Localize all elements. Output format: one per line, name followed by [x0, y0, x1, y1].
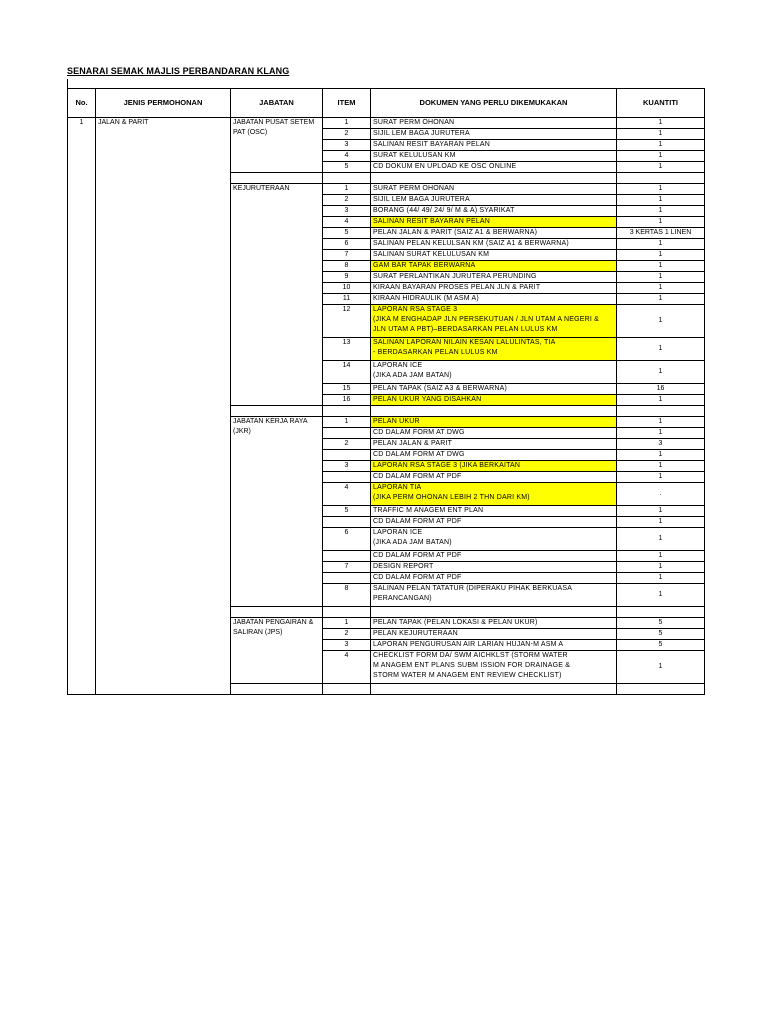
item-number [323, 450, 371, 461]
document-name [371, 528, 617, 551]
item-number: 15 [323, 384, 371, 395]
spacer-cell [231, 406, 323, 417]
quantity: 1 [617, 573, 705, 584]
quantity: 1 [617, 272, 705, 283]
item-number: 8 [323, 584, 371, 607]
document-name [371, 361, 617, 384]
item-number: 2 [323, 439, 371, 450]
document-line: KIRAAN HIDRAULIK (M ASM A) [373, 295, 479, 302]
document-line: SALINAN LAPORAN NILAIN KESAN LALULINTAS, TIA [373, 339, 556, 346]
item-number: 9 [323, 272, 371, 283]
document-name [371, 629, 617, 640]
checklist-table [67, 88, 705, 695]
spacer-cell [617, 406, 705, 417]
item-number [323, 428, 371, 439]
document-line: CD DALAM FORM AT PDF [373, 552, 462, 559]
spacer-cell [617, 173, 705, 184]
quantity: 1 [617, 428, 705, 439]
quantity: 3 KERTAS 1 LINEN [617, 228, 705, 239]
document-line: TRAFFIC M ANAGEM ENT PLAN [373, 507, 484, 514]
item-number: 4 [323, 151, 371, 162]
document-line: (JIKA PERM OHONAN LEBIH 2 THN DARI KM) [373, 494, 530, 501]
quantity: 1 [617, 506, 705, 517]
document-line: LAPORAN PENGURUSAN AIR LARIAN HUJAN-M ASM A [373, 641, 564, 648]
item-number: 1 [323, 184, 371, 195]
quantity: 1 [617, 562, 705, 573]
spacer-cell [323, 684, 371, 695]
document-line: SURAT PERM OHONAN [373, 185, 455, 192]
table-row [68, 118, 705, 129]
document-line: PELAN TAPAK (PELAN LOKASI & PELAN UKUR) [373, 619, 538, 626]
document-name [371, 283, 617, 294]
document-name [371, 151, 617, 162]
item-number: 7 [323, 562, 371, 573]
item-number: 4 [323, 217, 371, 228]
quantity: 1 [617, 472, 705, 483]
document-line: PELAN KEJURUTERAAN [373, 630, 458, 637]
quantity: 1 [617, 651, 705, 684]
document-line: GAM BAR TAPAK BERWARNA [373, 262, 476, 269]
document-line: SIJIL LEM BAGA JURUTERA [373, 196, 470, 203]
item-number: 10 [323, 283, 371, 294]
spacer-cell [231, 607, 323, 618]
department-name: JABATAN PENGAIRAN & SALIRAN (JPS) [231, 618, 323, 684]
document-line: JLN UTAM A PBT)–BERDASARKAN PELAN LULUS KM [373, 326, 558, 333]
item-number: 1 [323, 417, 371, 428]
item-number: 4 [323, 483, 371, 506]
quantity: . [617, 483, 705, 506]
entry-type: JALAN & PARIT [96, 118, 231, 695]
quantity: 1 [617, 283, 705, 294]
document-line: SIJIL LEM BAGA JURUTERA [373, 130, 470, 137]
document-line: SALINAN RESIT BAYARAN PELAN [373, 141, 491, 148]
quantity: 1 [617, 528, 705, 551]
document-name [371, 417, 617, 428]
header-jabatan: JABATAN [231, 89, 323, 118]
quantity: 1 [617, 217, 705, 228]
item-number: 13 [323, 338, 371, 361]
document-line: (JIKA M ENGHADAP JLN PERSEKUTUAN / JLN UTAM A NEGERI & [373, 316, 600, 323]
spacer-cell [323, 607, 371, 618]
spacer-cell [371, 406, 617, 417]
document-name [371, 395, 617, 406]
document-name [371, 428, 617, 439]
quantity: 1 [617, 151, 705, 162]
document-line: SALINAN SURAT KELULUSAN KM [373, 251, 490, 258]
item-number: 1 [323, 618, 371, 629]
document-name [371, 294, 617, 305]
document-line: CD DALAM FORM AT DWG [373, 451, 465, 458]
item-number: 3 [323, 461, 371, 472]
header-dokumen: DOKUMEN YANG PERLU DIKEMUKAKAN [371, 89, 617, 118]
quantity: 1 [617, 461, 705, 472]
quantity: 1 [617, 517, 705, 528]
document-name [371, 228, 617, 239]
item-number: 12 [323, 305, 371, 338]
document-name [371, 483, 617, 506]
document-name [371, 206, 617, 217]
spacer-cell [231, 173, 323, 184]
header-no: No. [68, 89, 96, 118]
header-kuantiti: KUANTITI [617, 89, 705, 118]
document-line: CD DALAM FORM AT PDF [373, 574, 462, 581]
quantity: 1 [617, 250, 705, 261]
quantity: 5 [617, 618, 705, 629]
quantity: 1 [617, 129, 705, 140]
document-line: PELAN UKUR [373, 418, 420, 425]
document-line: (JIKA ADA JAM BATAN) [373, 539, 452, 546]
item-number: 8 [323, 261, 371, 272]
quantity: 1 [617, 584, 705, 607]
document-name [371, 573, 617, 584]
document-name [371, 239, 617, 250]
document-name [371, 162, 617, 173]
item-number [323, 517, 371, 528]
spacer-cell [617, 607, 705, 618]
document-name [371, 195, 617, 206]
quantity: 1 [617, 417, 705, 428]
quantity: 1 [617, 361, 705, 384]
quantity: 1 [617, 305, 705, 338]
item-number: 7 [323, 250, 371, 261]
document-line: PELAN TAPAK (SAIZ A3 & BERWARNA) [373, 385, 507, 392]
document-line: PERANCANGAN) [373, 595, 432, 602]
quantity: 1 [617, 206, 705, 217]
document-line: PELAN UKUR YANG DISAHKAN [373, 396, 482, 403]
spacer-cell [371, 173, 617, 184]
quantity: 1 [617, 261, 705, 272]
document-line: M ANAGEM ENT PLANS SUBM ISSION FOR DRAINAGE & [373, 662, 571, 669]
document-name [371, 461, 617, 472]
header-item: ITEM [323, 89, 371, 118]
document-name [371, 562, 617, 573]
document-line: LAPORAN ICE [373, 529, 423, 536]
spacer-cell [323, 173, 371, 184]
document-name [371, 651, 617, 684]
document-line: LAPORAN ICE [373, 362, 423, 369]
document-line: SALINAN PELAN TATATUR (DIPERAKU PIHAK BERKUASA [373, 585, 573, 592]
document-name [371, 250, 617, 261]
document-line: DESIGN REPORT [373, 563, 434, 570]
document-line: (JIKA ADA JAM BATAN) [373, 372, 452, 379]
item-number: 1 [323, 118, 371, 129]
document-name [371, 140, 617, 151]
item-number: 2 [323, 129, 371, 140]
spacer-cell [231, 684, 323, 695]
document-name [371, 129, 617, 140]
spacer-cell [371, 607, 617, 618]
document-line: CD DOKUM EN UPLOAD KE OSC ONLINE [373, 163, 517, 170]
quantity: 1 [617, 338, 705, 361]
item-number [323, 472, 371, 483]
item-number: 6 [323, 528, 371, 551]
department-name: KEJURUTERAAN [231, 184, 323, 406]
quantity: 1 [617, 195, 705, 206]
item-number: 3 [323, 140, 371, 151]
quantity: 1 [617, 551, 705, 562]
document-line: CD DALAM FORM AT PDF [373, 473, 462, 480]
document-name [371, 551, 617, 562]
item-number [323, 573, 371, 584]
item-number: 5 [323, 506, 371, 517]
item-number: 4 [323, 651, 371, 684]
document-name [371, 217, 617, 228]
document-name [371, 517, 617, 528]
document-name [371, 584, 617, 607]
document-title: SENARAI SEMAK MAJLIS PERBANDARAN KLANG [67, 66, 290, 76]
quantity: 5 [617, 640, 705, 651]
document-name [371, 305, 617, 338]
document-line: SURAT PERM OHONAN [373, 119, 455, 126]
quantity: 3 [617, 439, 705, 450]
item-number: 6 [323, 239, 371, 250]
item-number: 14 [323, 361, 371, 384]
document-line: KIRAAN BAYARAN PROSES PELAN JLN & PARIT [373, 284, 541, 291]
item-number: 5 [323, 228, 371, 239]
item-number: 3 [323, 206, 371, 217]
document-line: SURAT KELULUSAN KM [373, 152, 456, 159]
item-number: 2 [323, 195, 371, 206]
document-name [371, 450, 617, 461]
document-line: STORM WATER M ANAGEM ENT REVIEW CHECKLIST) [373, 672, 562, 679]
document-line: PELAN JALAN & PARIT (SAIZ A1 & BERWARNA) [373, 229, 538, 236]
spacer-cell [617, 684, 705, 695]
document-name [371, 618, 617, 629]
item-number: 3 [323, 640, 371, 651]
document-line: SURAT PERLANTIKAN JURUTERA PERUNDING [373, 273, 537, 280]
department-name: JABATAN KERJA RAYA (JKR) [231, 417, 323, 607]
item-number [323, 551, 371, 562]
quantity: 1 [617, 140, 705, 151]
document-name [371, 272, 617, 283]
document-name [371, 118, 617, 129]
document-line: SALINAN RESIT BAYARAN PELAN [373, 218, 491, 225]
spacer-cell [371, 684, 617, 695]
quantity: 1 [617, 162, 705, 173]
department-name: JABATAN PUSAT SETEM PAT (OSC) [231, 118, 323, 173]
header-jenis: JENIS PERMOHONAN [96, 89, 231, 118]
document-line: CD DALAM FORM AT PDF [373, 518, 462, 525]
document-line: LAPORAN TIA [373, 484, 422, 491]
quantity: 5 [617, 629, 705, 640]
entry-number: 1 [68, 118, 96, 695]
quantity: 1 [617, 395, 705, 406]
quantity: 16 [617, 384, 705, 395]
spacer-cell [323, 406, 371, 417]
quantity: 1 [617, 450, 705, 461]
document-line: LAPORAN RSA STAGE 3 [373, 306, 458, 313]
header-row [68, 89, 705, 118]
document-name [371, 472, 617, 483]
document-name [371, 506, 617, 517]
document-name [371, 640, 617, 651]
document-line: - BERDASARKAN PELAN LULUS KM [373, 349, 498, 356]
document-line: SALINAN PELAN KELULSAN KM (SAIZ A1 & BERWARNA) [373, 240, 569, 247]
document-line: BORANG (44/ 49/ 24/ 9/ M & A) SYARIKAT [373, 207, 515, 214]
document-line: PELAN JALAN & PARIT [373, 440, 453, 447]
document-name [371, 261, 617, 272]
quantity: 1 [617, 184, 705, 195]
document-line: CHECKLIST FORM DA/ SWM AICHKLST (STORM WATER [373, 652, 568, 659]
document-line: LAPORAN RSA STAGE 3 (JIKA BERKAITAN [373, 462, 521, 469]
document-name [371, 439, 617, 450]
quantity: 1 [617, 239, 705, 250]
quantity: 1 [617, 118, 705, 129]
item-number: 2 [323, 629, 371, 640]
document-line: CD DALAM FORM AT DWG [373, 429, 465, 436]
item-number: 16 [323, 395, 371, 406]
quantity: 1 [617, 294, 705, 305]
item-number: 11 [323, 294, 371, 305]
document-name [371, 384, 617, 395]
document-name [371, 338, 617, 361]
checklist-body [68, 118, 705, 695]
item-number: 5 [323, 162, 371, 173]
document-name [371, 184, 617, 195]
